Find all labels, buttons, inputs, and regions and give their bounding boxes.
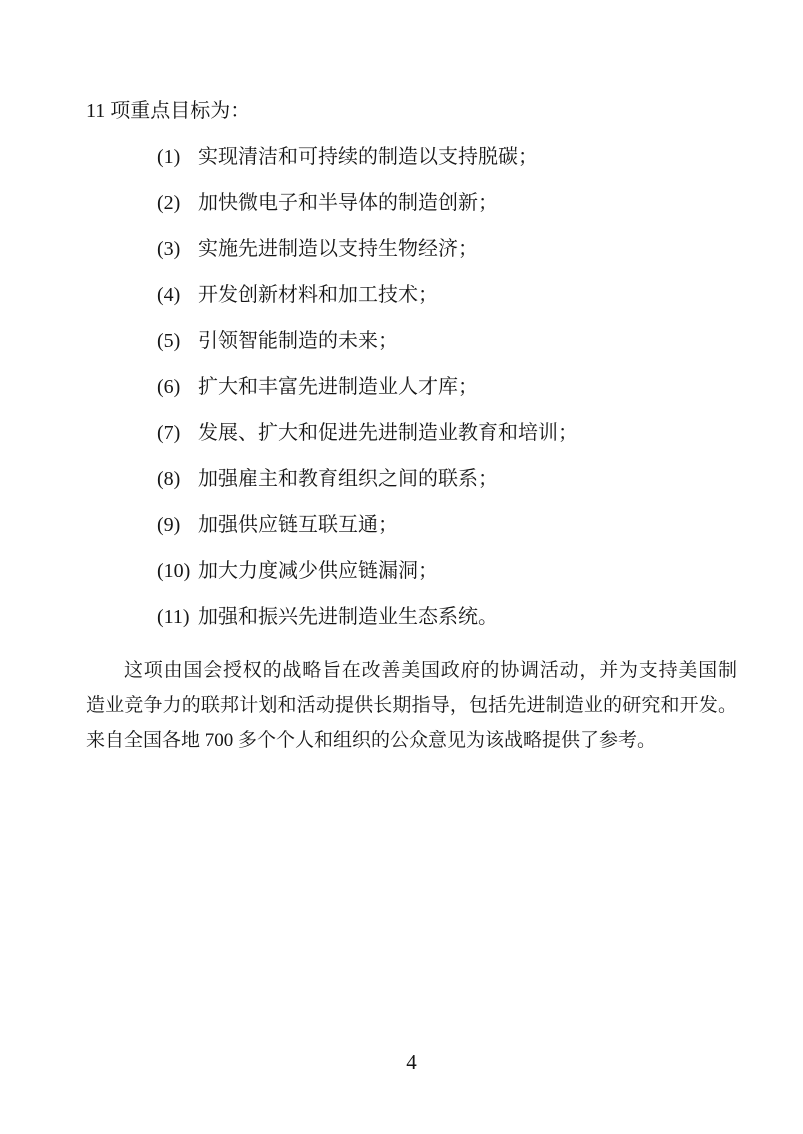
list-item-text: 加大力度减少供应链漏洞；: [198, 560, 438, 582]
list-item-number: (3): [157, 238, 181, 260]
list-item-text: 加强雇主和教育组织之间的联系；: [198, 468, 498, 490]
list-item-text: 加快微电子和半导体的制造创新；: [198, 192, 498, 214]
list-item: [157, 377, 737, 398]
paragraph-line: 这项由国会授权的战略旨在改善美国政府的协调活动，并为支持美国制: [124, 660, 737, 681]
list-item: [157, 285, 737, 306]
list-item-text: 引领智能制造的未来；: [198, 330, 398, 352]
list-item: [157, 607, 737, 628]
list-item-text: 加强和振兴先进制造业生态系统。: [198, 606, 498, 628]
page-content: [86, 101, 737, 758]
list-item: [157, 515, 737, 536]
list-item-number: (4): [157, 284, 181, 306]
list-item-number: (11): [157, 606, 190, 628]
list-item-number: (2): [157, 192, 181, 214]
list-item: [157, 561, 737, 582]
list-item: [157, 331, 737, 352]
paragraph-line: 造业竞争力的联邦计划和活动提供长期指导，包括先进制造业的研究和开发。: [86, 695, 737, 716]
list-item-text: 实施先进制造以支持生物经济；: [198, 238, 478, 260]
list-item-text: 发展、扩大和促进先进制造业教育和培训；: [198, 422, 578, 444]
paragraph-line: 来自全国各地 700 多个个人和组织的公众意见为该战略提供了参考。: [86, 730, 657, 751]
list-item-number: (9): [157, 514, 181, 536]
list-item: [157, 239, 737, 260]
list-item: [157, 193, 737, 214]
list-item-number: (1): [157, 146, 181, 168]
list-item-text: 扩大和丰富先进制造业人才库；: [198, 376, 478, 398]
list-item-number: (5): [157, 330, 181, 352]
list-item-text: 开发创新材料和加工技术；: [198, 284, 438, 306]
list-item-number: (7): [157, 422, 181, 444]
list-item-text: 加强供应链互联互通；: [198, 514, 398, 536]
closing-paragraph: [86, 653, 737, 758]
list-item-text: 实现清洁和可持续的制造以支持脱碳；: [198, 146, 538, 168]
intro-line: 11 项重点目标为：: [86, 100, 251, 122]
list-item: [157, 423, 737, 444]
list-item: [157, 469, 737, 490]
list-item: [157, 147, 737, 168]
goals-list: [86, 147, 737, 628]
list-item-number: (10): [157, 560, 191, 582]
page-number: 4: [406, 1050, 417, 1074]
list-item-number: (8): [157, 468, 181, 490]
list-item-number: (6): [157, 376, 181, 398]
